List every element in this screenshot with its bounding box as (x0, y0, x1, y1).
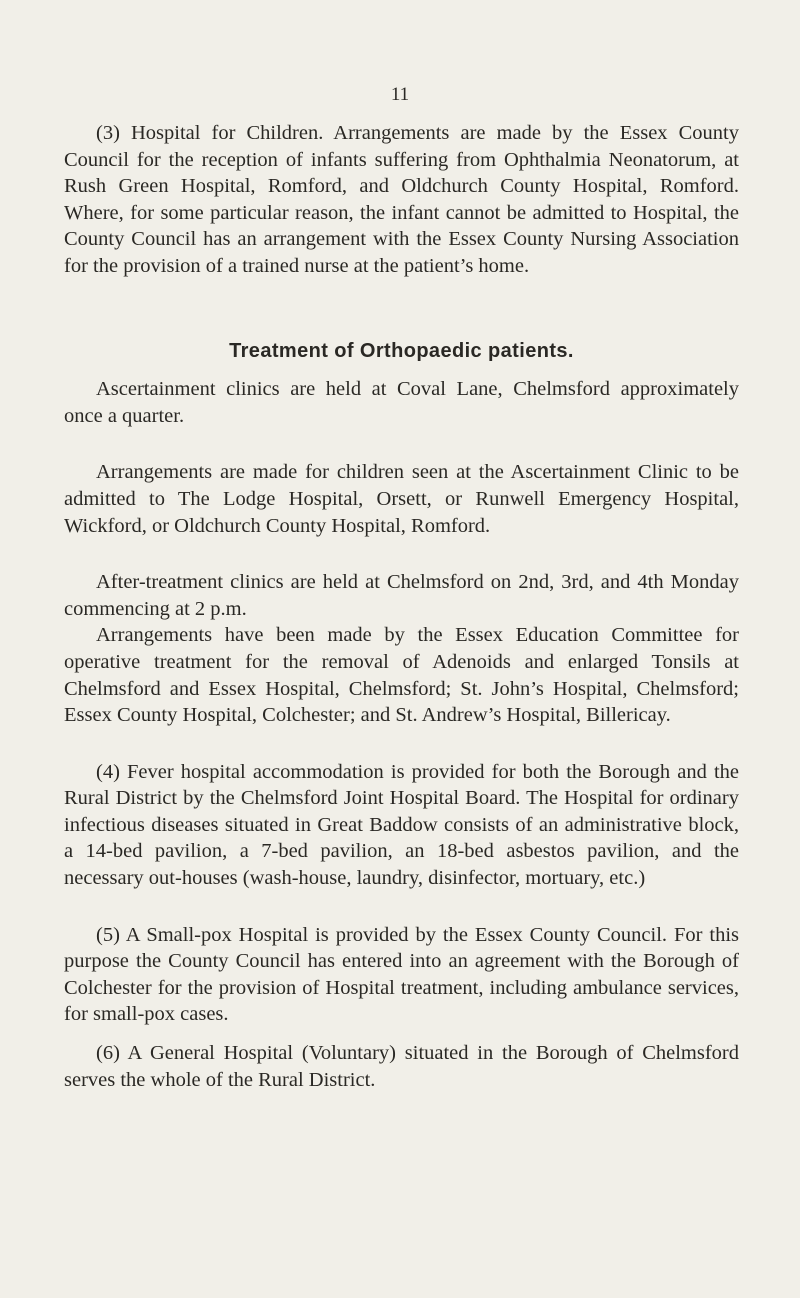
paragraph-operative-treatment: Arrangements have been made by the Essex Education Committee for operative treatment for the removal of Adenoids and enlarged Tonsils at Chelmsford and Essex Hospital, Chelmsford; St. John’s Hospital, Chelmsford; Essex County Hospital, Colchester; and St. Andrew’s Hospital, Billericay. (64, 624, 739, 727)
paragraph-ascertainment-clinics: Ascertainment clinics are held at Coval Lane, Chelmsford approximately once a quarter. (64, 378, 739, 427)
paragraph-after-treatment: After-treatment clinics are held at Chelmsford on 2nd, 3rd, and 4th Monday commencing at 2 p.m. (64, 571, 739, 620)
paragraph-ascertainment-arrangements: Arrangements are made for children seen at the Ascertainment Clinic to be admitted to The Lodge Hospital, Orsett, or Runwell Emergency Hospital, Wickford, or Oldchurch County Hospital, Romford. (64, 461, 739, 537)
page-number: 11 (390, 84, 410, 105)
paragraph-smallpox-hospital: (5) A Small-pox Hospital is provided by the Essex County Council. For this purpose the County Council has entered into an agreement with the Borough of Colchester for the provision of Hospital treatment, including ambulance services, for small-pox cases. (64, 923, 739, 1026)
paragraph-fever-hospital: (4) Fever hospital accommodation is provided for both the Borough and the Rural District by the Chelmsford Joint Hospital Board. The Hospital for ordinary infectious diseases situated in Great Baddow consists of an administrative block, a 14-bed pavilion, a 7-bed pavilion, an 18-bed asbestos pavilion, and the necessary out-houses (wash-house, laundry, disinfector, mortuary, etc.) (64, 760, 739, 890)
section-heading-orthopaedic: Treatment of Orthopaedic patients. (229, 339, 574, 362)
page-content (64, 120, 739, 1093)
paragraph-general-hospital: (6) A General Hospital (Voluntary) situated in the Borough of Chelmsford serves the whole of the Rural District. (64, 1042, 739, 1091)
paragraph-children-hospital: (3) Hospital for Children. Arrangements are made by the Essex County Council for the reception of infants suffering from Ophthalmia Neonatorum, at Rush Green Hospital, Romford, and Oldchurch County Hospital, Romford. Where, for some particular reason, the infant cannot be admitted to Hospital, the County Council has an arrangement with the Essex County Nursing Association for the provision of a trained nurse at the patient’s home. (64, 122, 739, 277)
